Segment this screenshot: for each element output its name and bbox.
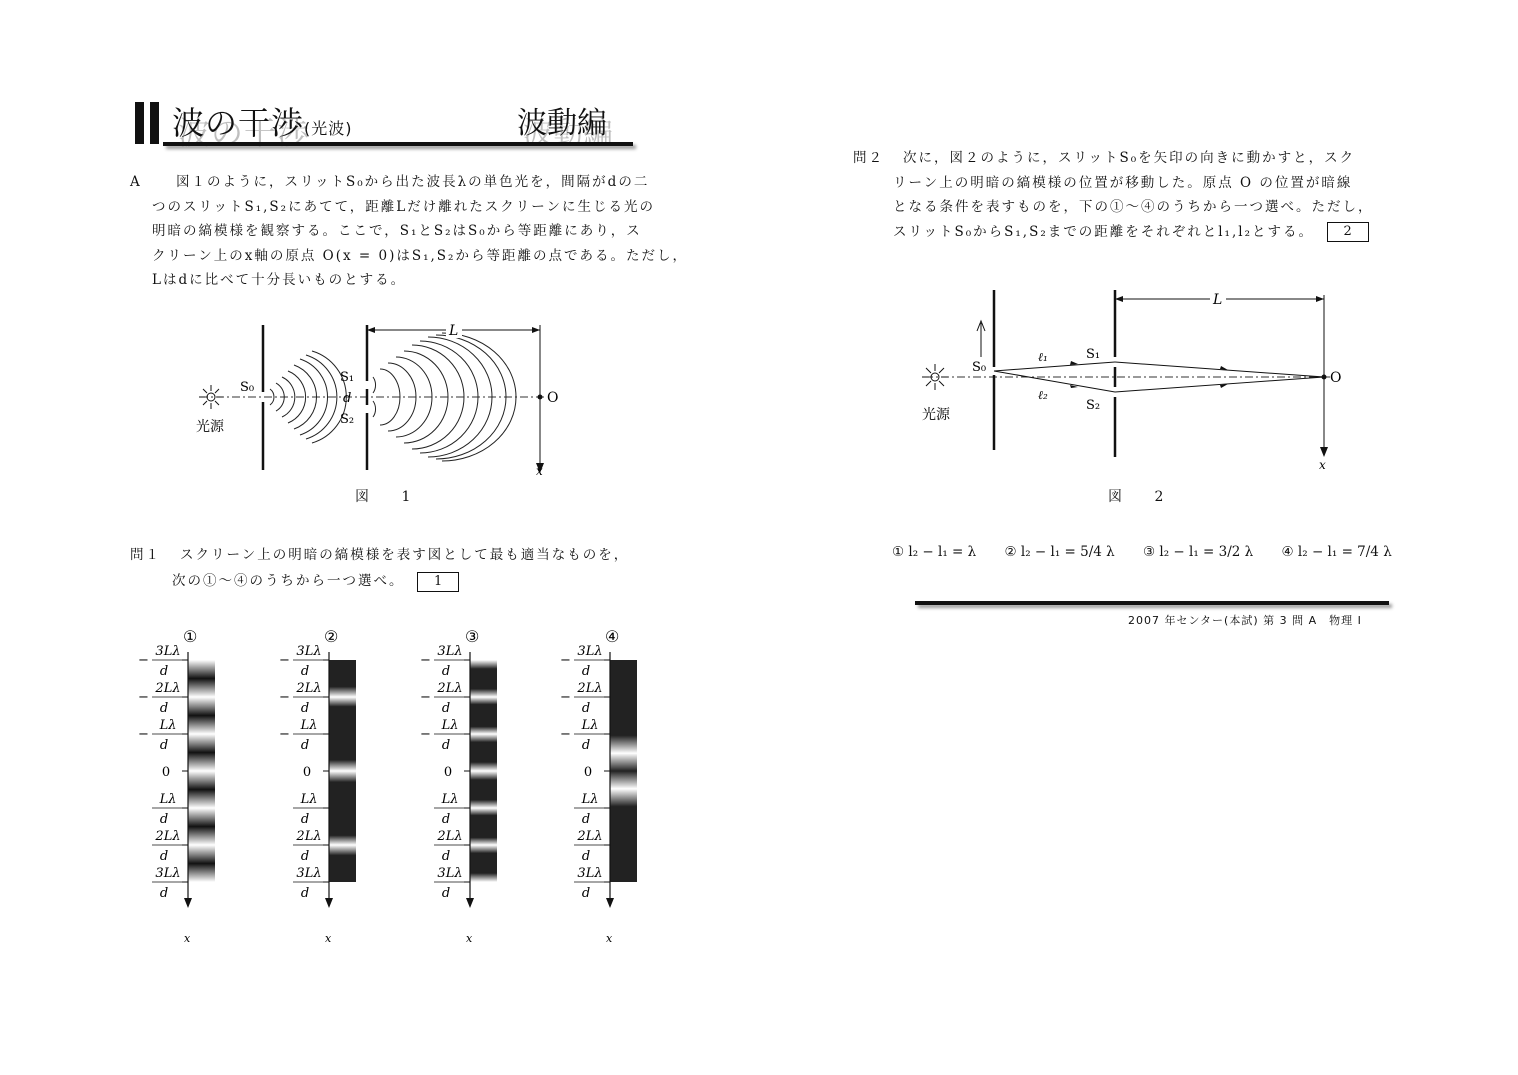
q1-option-x-label: x	[325, 932, 332, 945]
q1-tick-numerator: 3Lλ	[437, 866, 463, 881]
q1-tick-numerator: 2Lλ	[437, 829, 463, 844]
q1-tick-sign: −	[279, 653, 290, 668]
light-source-icon	[922, 364, 948, 390]
q1-tick-numerator: Lλ	[300, 792, 318, 807]
q1-line1: スクリーン上の明暗の縞模様を表す図として最も適当なものを，	[180, 547, 630, 563]
q1-tick-numerator: 3Lλ	[296, 866, 322, 881]
q1-tick-denominator: d	[441, 812, 451, 827]
q1-tick-sign: −	[279, 690, 290, 705]
q1-answer-box[interactable]: 1	[417, 572, 459, 592]
q1-tick-sign: −	[138, 690, 149, 705]
q1-tick-numerator: 2Lλ	[577, 681, 603, 696]
q1-option-x-label: x	[466, 932, 473, 945]
q1-tick-numerator: 3Lλ	[155, 866, 181, 881]
fig1-d-label: d	[343, 391, 352, 406]
q1-option-marker: ③	[465, 627, 480, 646]
section-a-line: 明暗の縞模様を観察する。ここで，S₁とS₂はS₀から等距離にあり，ス	[152, 223, 642, 239]
q1-option-stripe	[329, 660, 356, 882]
q1-tick-numerator: 2Lλ	[155, 681, 181, 696]
q1-tick-denominator: d	[441, 886, 451, 901]
q2-line: スリットS₀からS₁,S₂までの距離をそれぞれとl₁,l₂とする。	[893, 223, 1314, 240]
q2-line: 次に，図２のように，スリットS₀を矢印の向きに動かすと，スク	[903, 150, 1356, 166]
fig2-s2-label: S₂	[1086, 398, 1101, 413]
figure1-caption: 図 1	[355, 489, 425, 505]
q1-tick-sign: −	[560, 653, 571, 668]
q1-tick-denominator: d	[441, 738, 451, 753]
q1-tick-denominator: d	[300, 849, 310, 864]
section-a-label: A	[130, 174, 142, 190]
fig2-source-label: 光源	[922, 407, 950, 423]
q1-tick-denominator: d	[300, 812, 310, 827]
q2-choice-2[interactable]: ② l₂ − l₁ = 5/4 λ	[1004, 544, 1115, 560]
q1-tick-sign: −	[138, 653, 149, 668]
q1-label: 問１	[130, 547, 161, 563]
q1-options	[130, 622, 650, 945]
q1-option-marker: ②	[324, 627, 339, 646]
q1-option-group	[138, 627, 637, 945]
q1-tick-denominator: d	[441, 849, 451, 864]
fig1-L-label: L	[449, 323, 459, 339]
q2-choices	[892, 544, 1416, 560]
q1-tick-sign: −	[279, 727, 290, 742]
q1-option-1[interactable]	[138, 627, 215, 945]
q1-line2-wrap	[172, 569, 459, 594]
q1-tick-sign: −	[420, 653, 431, 668]
fig2-s0-label: S₀	[972, 360, 987, 375]
q1-option-axis-arrow	[466, 898, 474, 908]
figure2-caption: 図 2	[1108, 489, 1178, 505]
fig1-o-label: O	[547, 390, 559, 406]
q1-option-2[interactable]	[279, 627, 356, 945]
q1-tick-denominator: d	[581, 664, 591, 679]
q1-tick-zero: 0	[302, 765, 312, 780]
q1-tick-numerator: Lλ	[300, 718, 318, 733]
q1-line2: 次の①～④のうちから一つ選べ。	[172, 573, 405, 589]
q1-tick-sign: −	[560, 690, 571, 705]
fig2-l2-label: ℓ₂	[1038, 388, 1048, 402]
q2-answer-box[interactable]: 2	[1327, 222, 1369, 242]
q1-tick-numerator: Lλ	[159, 718, 177, 733]
q1-tick-zero: 0	[161, 765, 171, 780]
q1-tick-denominator: d	[581, 812, 591, 827]
fig1-s1-label: S₁	[340, 370, 355, 385]
q1-tick-numerator: 2Lλ	[437, 681, 463, 696]
q1-tick-denominator: d	[159, 738, 169, 753]
fig1-s0-label: S₀	[240, 380, 255, 395]
q1-tick-numerator: Lλ	[581, 792, 599, 807]
q1-option-stripe	[470, 660, 497, 882]
q1-option-stripe	[610, 660, 637, 882]
figure1-diagram	[180, 315, 580, 485]
header-underline	[163, 142, 633, 146]
q1-option-marker: ①	[183, 627, 198, 646]
q1-tick-numerator: 2Lλ	[296, 829, 322, 844]
q1-tick-denominator: d	[441, 701, 451, 716]
q2-line: となる条件を表すものを，下の①～④のうちから一つ選べ。ただし，	[893, 199, 1374, 215]
q1-tick-numerator: 3Lλ	[577, 644, 603, 659]
q1-tick-numerator: 3Lλ	[296, 644, 322, 659]
q1-option-axis-arrow	[325, 898, 333, 908]
fig1-x-label: x	[536, 464, 543, 478]
q1-tick-denominator: d	[159, 812, 169, 827]
fig2-x-label: x	[1319, 458, 1326, 472]
q1-tick-sign: −	[420, 727, 431, 742]
q1-tick-denominator: d	[159, 664, 169, 679]
fig2-o-label: O	[1330, 370, 1342, 386]
q1-tick-denominator: d	[300, 738, 310, 753]
q1-tick-denominator: d	[159, 886, 169, 901]
q1-tick-numerator: 2Lλ	[155, 829, 181, 844]
section-a-line: 図１のように，スリットS₀から出た波長λの単色光を，間隔がdの二	[176, 174, 650, 190]
figure2-diagram	[910, 285, 1350, 485]
q1-tick-denominator: d	[300, 886, 310, 901]
header-bar-left	[135, 102, 144, 144]
q2-line-last	[893, 220, 1374, 245]
q1-tick-sign: −	[420, 690, 431, 705]
q1-tick-denominator: d	[581, 886, 591, 901]
q1-tick-numerator: 3Lλ	[577, 866, 603, 881]
q1-tick-numerator: 2Lλ	[577, 829, 603, 844]
q2-choice-4[interactable]: ④ l₂ − l₁ = 7/4 λ	[1281, 544, 1392, 560]
q1-option-stripe	[188, 660, 215, 882]
header-bar-right	[150, 102, 159, 144]
q1-option-4[interactable]	[560, 627, 637, 945]
page-category: 波動編	[517, 106, 607, 141]
page-title-sub: (光波)	[304, 119, 353, 138]
q1-tick-zero: 0	[443, 765, 453, 780]
section-a-line: Lはdに比べて十分長いものとする。	[152, 272, 407, 288]
q1-tick-denominator: d	[581, 701, 591, 716]
q1-option-marker: ④	[605, 627, 620, 646]
q2-text	[893, 146, 1374, 244]
section-a-line: つのスリットS₁,S₂にあてて，距離Lだけ離れたスクリーンに生じる光の	[152, 198, 655, 215]
fig1-s2-label: S₂	[340, 412, 355, 427]
q1-tick-zero: 0	[583, 765, 593, 780]
q1-tick-numerator: Lλ	[581, 718, 599, 733]
q1-option-axis-arrow	[184, 898, 192, 908]
q1-tick-denominator: d	[300, 701, 310, 716]
q1-tick-denominator: d	[159, 849, 169, 864]
fig2-s1-label: S₁	[1086, 347, 1101, 362]
fig2-L-label: L	[1213, 292, 1223, 308]
q1-option-axis-arrow	[606, 898, 614, 908]
section-a-text	[152, 170, 688, 293]
q1-tick-numerator: Lλ	[441, 792, 459, 807]
q2-line: リーン上の明暗の縞模様の位置が移動した。原点 O の位置が暗線	[893, 174, 1353, 191]
fig1-source-label: 光源	[196, 419, 224, 435]
footer-source: 2007 年センター(本試) 第 3 問 A 物理 I	[1128, 614, 1362, 627]
q1-option-3[interactable]	[420, 627, 497, 945]
q1-tick-denominator: d	[159, 701, 169, 716]
q1-option-x-label: x	[606, 932, 613, 945]
q1-tick-denominator: d	[581, 849, 591, 864]
q2-choice-1[interactable]: ① l₂ − l₁ = λ	[892, 544, 977, 560]
q2-label: 問２	[853, 150, 884, 166]
q1-tick-numerator: Lλ	[441, 718, 459, 733]
q1-tick-numerator: 3Lλ	[437, 644, 463, 659]
q1-tick-numerator: 3Lλ	[155, 644, 181, 659]
q1-option-x-label: x	[184, 932, 191, 945]
fig2-l1-label: ℓ₁	[1038, 350, 1048, 364]
page-title: 波の干渉(光波)	[172, 104, 353, 142]
q1-tick-denominator: d	[300, 664, 310, 679]
q2-choice-3[interactable]: ③ l₂ − l₁ = 3/2 λ	[1143, 544, 1254, 560]
q1-tick-denominator: d	[441, 664, 451, 679]
section-a-line: クリーン上のx軸の原点 O(x = 0)はS₁,S₂から等距離の点である。ただし，	[152, 247, 688, 264]
q1-tick-numerator: Lλ	[159, 792, 177, 807]
footer-line	[915, 601, 1389, 605]
q1-tick-sign: −	[560, 727, 571, 742]
q1-tick-sign: −	[138, 727, 149, 742]
q1-tick-numerator: 2Lλ	[296, 681, 322, 696]
q1-tick-denominator: d	[581, 738, 591, 753]
